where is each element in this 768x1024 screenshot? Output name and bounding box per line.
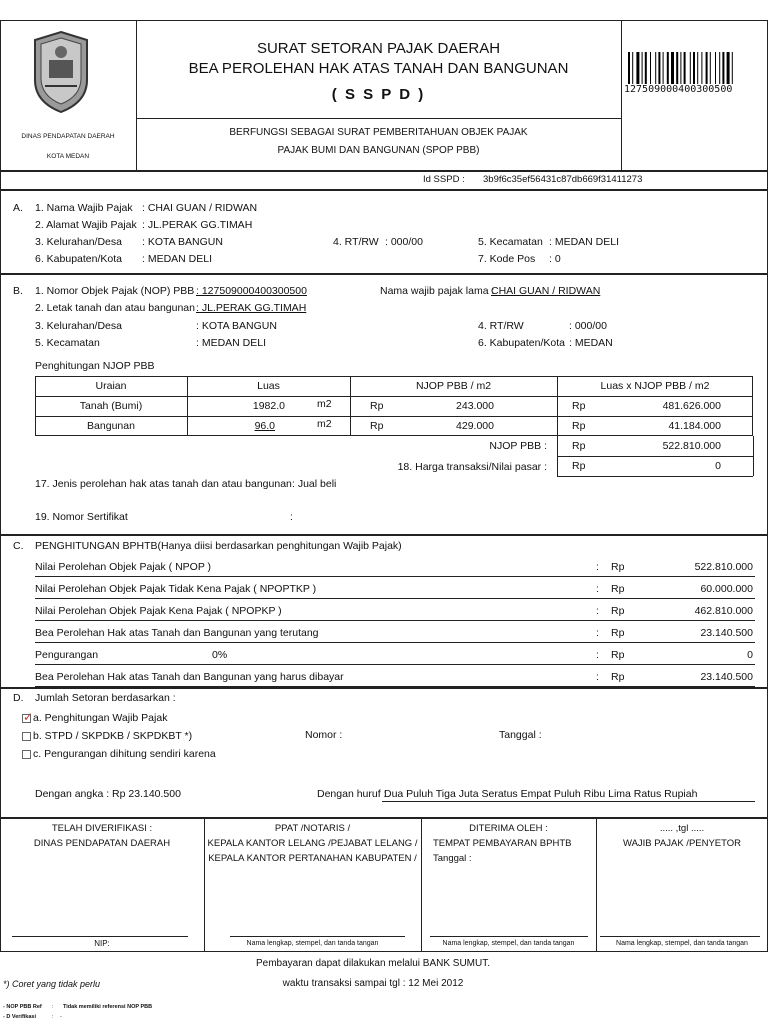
checkbox-b[interactable] [22,732,31,741]
check-icon: ✓ [23,710,34,724]
barcode-bar [732,52,733,84]
barcode-bar [636,52,639,84]
form-code: ( S S P D ) [331,86,426,103]
barcode-bar [642,52,643,84]
barcode-bar [658,52,660,84]
form-title-2: BEA PEROLEHAN HAK ATAS TANAH DAN BANGUNAN [188,60,569,77]
njop-total-value: 522.810.000 [662,440,721,452]
discount-percent: 0% [212,649,228,661]
form-subtitle: BERFUNGSI SEBAGAI SURAT PEMBERITAHUAN OBJEK PAJAK [229,127,528,138]
option-c-label: c. Pengurangan dihitung sendiri karena [33,748,216,760]
calc-row-value: 522.810.000 [694,561,753,573]
calc-row-value: 60.000.000 [700,583,753,595]
njop-total-label: NJOP PBB : [489,440,547,452]
calc-row-label: Pengurangan [35,649,99,661]
jenis-perolehan: : Jual beli [292,478,337,490]
id-label: Id SSPD : [423,174,465,185]
calc-row-label: Bea Perolehan Hak atas Tanah dan Bangunan yang harus dibayar [35,671,344,683]
table-row: Tanah (Bumi) [79,400,143,412]
option-b-label: b. STPD / SKPDKB / SKPDKBT *) [33,730,193,742]
col-njop: NJOP PBB / m2 [415,380,492,392]
office-name: DINAS PENDAPATAN DAERAH [21,133,115,140]
taxpayer-name: : CHAI GUAN / RIDWAN [142,202,258,214]
calc-row-label: Nilai Perolehan Objek Pajak Kena Pajak ( NPOPKP ) [35,605,282,617]
calc-row-label: Nilai Perolehan Objek Pajak Tidak Kena Pajak ( NPOPTKP ) [35,583,317,595]
form-subtitle-2: PAJAK BUMI DAN BANGUNAN (SPOP PBB) [277,145,480,156]
barcode-bar [671,52,674,84]
barcode-bar [628,52,630,84]
barcode-bar [719,52,720,84]
barcode-number: 127509000400300500 [624,84,733,95]
barcode-bar [727,52,730,84]
row-divider [35,620,755,621]
barcode-bar [701,52,702,84]
harga-value: 0 [715,460,721,472]
table-row: Bangunan [87,420,135,432]
calc-row-value: 462.810.000 [694,605,753,617]
col-uraian: Uraian [95,380,127,392]
option-a-label: a. Penghitungan Wajib Pajak [33,712,168,724]
barcode-bar [632,52,633,84]
calc-row-label: Nilai Perolehan Objek Pajak ( NPOP ) [35,561,212,573]
row-divider [35,576,755,577]
barcode-bar [706,52,708,84]
city-emblem-icon [31,30,91,114]
row-divider [35,598,755,599]
row-divider [35,686,755,687]
barcode-bar [676,52,678,84]
row-divider [35,664,755,665]
barcode-bar [650,52,651,84]
form-title: SURAT SETORAN PAJAK DAERAH [256,40,501,57]
bank-note: Pembayaran dapat dilakukan melalui BANK SUMUT. [256,958,490,969]
checkbox-c[interactable] [22,750,31,759]
amount-figures: Dengan angka : Rp 23.140.500 [35,788,181,800]
id-value: 3b9f6c35ef56431c87db669f31411273 [483,174,643,185]
barcode-bar [663,52,664,84]
taxpayer-address: : JL.PERAK GG.TIMAH [142,219,253,231]
barcode-bar [690,52,691,84]
calc-row-value: 0 [747,649,753,661]
row-divider [35,642,755,643]
barcode-bar [722,52,724,84]
calc-row-value: 23.140.500 [700,627,753,639]
barcode-bar [680,52,681,84]
barcode-bar [655,52,656,84]
old-name-value: CHAI GUAN / RIDWAN [491,285,601,297]
barcode-bar [710,52,711,84]
calc-row-value: 23.140.500 [700,671,753,683]
nop-value: : 127509000400300500 [196,285,307,297]
office-city: KOTA MEDAN [46,153,90,160]
barcode-bar [715,52,716,84]
barcode-bar [693,52,695,84]
barcode-bar [645,52,647,84]
amount-words: Dua Puluh Tiga Juta Seratus Empat Puluh Ribu Lima Ratus Rupiah [384,788,698,800]
barcode-bar [684,52,686,84]
coret-note: *) Coret yang tidak perlu [3,979,101,989]
barcode [628,52,760,84]
transaction-note: waktu transaksi sampai tgl : 12 Mei 2012 [282,978,464,989]
col-total: Luas x NJOP PBB / m2 [600,380,710,392]
col-luas: Luas [257,380,280,392]
barcode-bar [667,52,669,84]
calc-row-label: Bea Perolehan Hak atas Tanah dan Bangunan yang terutang [35,627,319,639]
barcode-bar [697,52,698,84]
